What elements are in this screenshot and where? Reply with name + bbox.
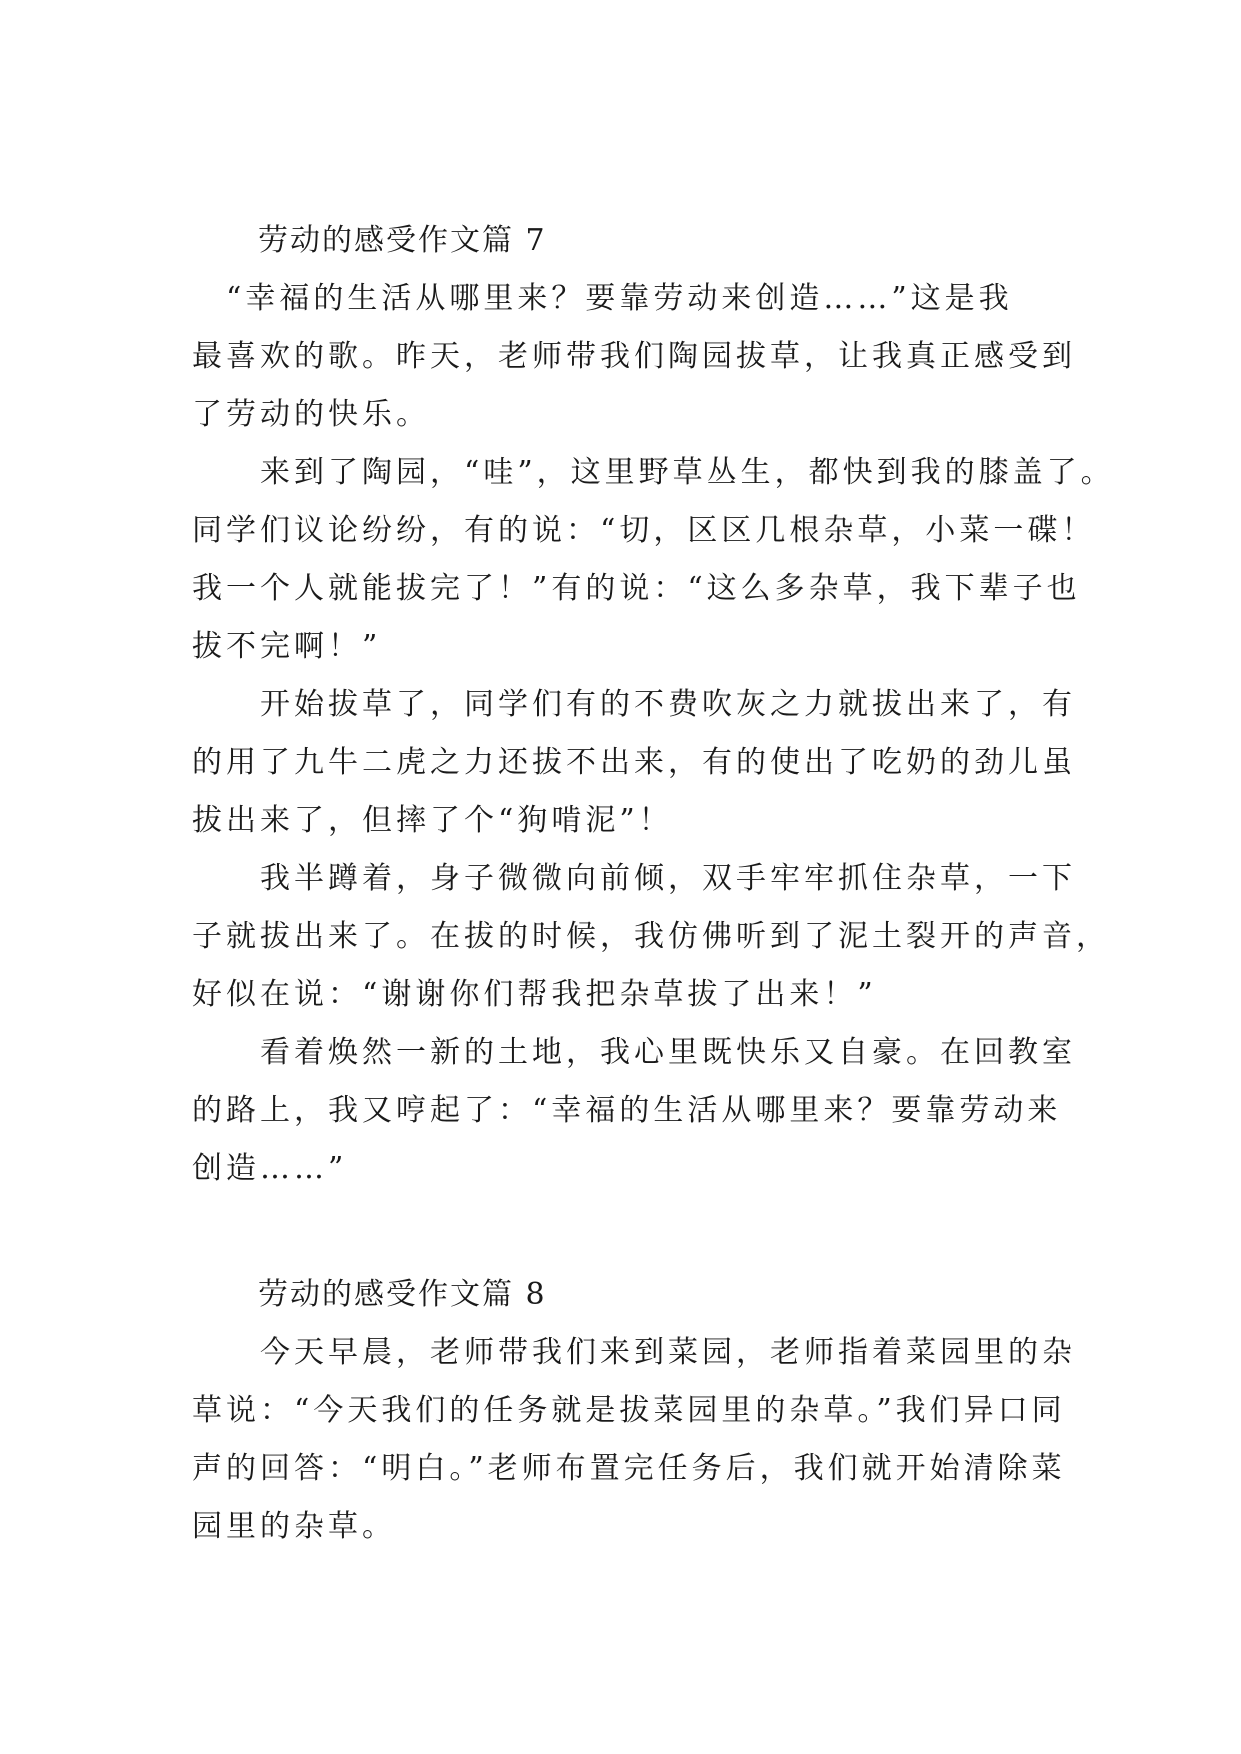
essay-title: 劳动的感受作文篇 8 [258,1277,547,1312]
paragraph-line: “幸福的生活从哪里来？要靠劳动来创造……”这是我 [192,281,1013,316]
paragraph-line: 我半蹲着，身子微微向前倾，双手牢牢抓住杂草，一下 [192,861,1076,896]
paragraph-line: 好似在说：“谢谢你们帮我把杂草拔了出来！” [192,977,877,1012]
paragraph-line: 了劳动的快乐。 [192,397,430,432]
paragraph-line: 来到了陶园，“哇”，这里野草丛生，都快到我的膝盖了。 [192,455,1115,490]
paragraph-line: 的路上，我又哼起了：“幸福的生活从哪里来？要靠劳动来 [192,1093,1062,1128]
paragraph-line: 拔不完啊！” [192,629,382,664]
paragraph-line: 看着焕然一新的土地，我心里既快乐又自豪。在回教室 [192,1035,1076,1070]
paragraph-line: 的用了九牛二虎之力还拔不出来，有的使出了吃奶的劲儿虽 [192,745,1076,780]
paragraph-line: 声的回答：“明白。”老师布置完任务后，我们就开始清除菜 [192,1451,1066,1486]
paragraph-line: 今天早晨，老师带我们来到菜园，老师指着菜园里的杂 [192,1335,1076,1370]
paragraph-line: 拔出来了，但摔了个“狗啃泥”！ [192,803,673,838]
paragraph-line: 草说：“今天我们的任务就是拔菜园里的杂草。”我们异口同 [192,1393,1066,1428]
essay-7 [192,212,1115,1198]
paragraph-line: 我一个人就能拔完了！”有的说：“这么多杂草，我下辈子也 [192,571,1081,606]
paragraph-line: 开始拔草了，同学们有的不费吹灰之力就拔出来了，有 [192,687,1076,722]
essay-title: 劳动的感受作文篇 7 [258,223,547,258]
essay-8 [192,1266,1076,1556]
paragraph-line: 子就拔出来了。在拔的时候，我仿佛听到了泥土裂开的声音， [192,919,1110,954]
paragraph-line: 创造……” [192,1151,348,1186]
paragraph-line: 同学们议论纷纷，有的说：“切，区区几根杂草，小菜一碟！ [192,513,1096,548]
paragraph-line: 园里的杂草。 [192,1509,396,1544]
paragraph-line: 最喜欢的歌。昨天，老师带我们陶园拔草，让我真正感受到 [192,339,1076,374]
